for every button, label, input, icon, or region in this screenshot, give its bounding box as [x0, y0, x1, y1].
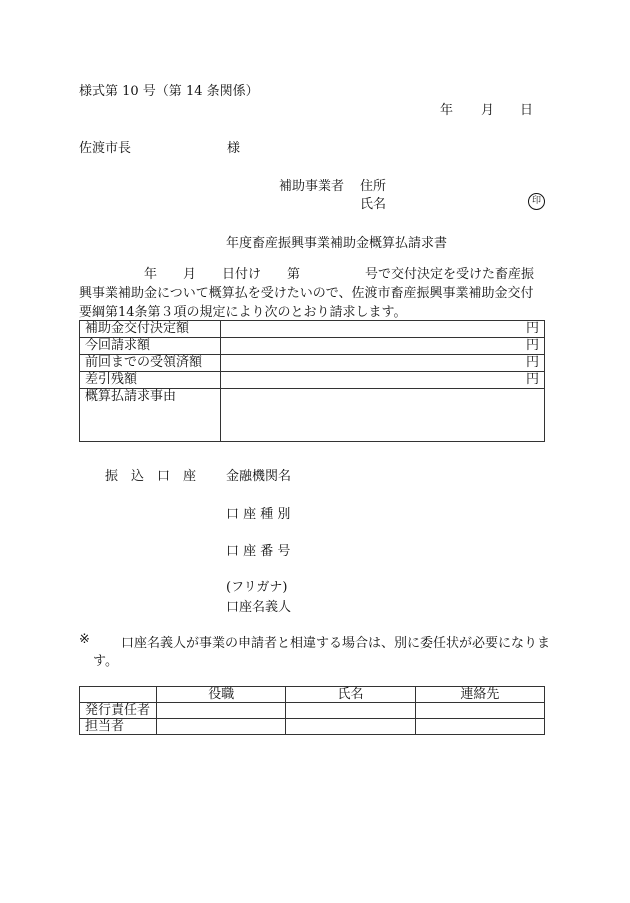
row-value-previously-received: 円 [221, 355, 545, 372]
body-paragraph [79, 265, 549, 322]
bank-section-label: 振 込 口 座 [105, 469, 197, 484]
row-label-remaining-balance: 差引残額 [80, 372, 221, 389]
header-contact: 連絡先 [415, 687, 544, 703]
cell-charge-name [286, 719, 415, 735]
date-month-label: 月 [481, 103, 495, 118]
header-blank [80, 687, 157, 703]
cell-charge-contact [415, 719, 544, 735]
cell-issuer-position [157, 703, 286, 719]
responsibility-table [79, 686, 545, 735]
table-row [80, 703, 545, 719]
row-value-reason [221, 389, 545, 442]
cell-issuer-name [286, 703, 415, 719]
applicant-role-label: 補助事業者 [279, 179, 345, 194]
account-holder-label: 口座名義人 [226, 600, 292, 615]
row-label-previously-received: 前回までの受領済額 [80, 355, 221, 372]
institution-label: 金融機関名 [226, 469, 292, 484]
applicant-address-label: 住所 [360, 179, 387, 194]
account-number-label: 口 座 番 号 [226, 544, 291, 559]
date-year-label: 年 [440, 103, 454, 118]
cell-issuer-contact [415, 703, 544, 719]
table-row [80, 338, 545, 355]
applicant-name-label: 氏名 [360, 197, 387, 212]
row-value-remaining-balance: 円 [221, 372, 545, 389]
row-label-reason: 概算払請求事由 [80, 389, 221, 442]
table-row [80, 389, 545, 442]
table-row [80, 321, 545, 338]
account-type-label: 口 座 種 別 [226, 507, 291, 522]
body-line-3: 要綱第14条第３項の規定により次のとおり請求します。 [79, 305, 407, 320]
addressee-honorific: 様 [227, 141, 241, 156]
addressee-name: 佐渡市長 [79, 141, 132, 156]
row-value-current-request: 円 [221, 338, 545, 355]
row-label-person-in-charge: 担当者 [80, 719, 157, 735]
note-mark: ※ [79, 632, 90, 647]
row-value-decision-amount: 円 [221, 321, 545, 338]
cell-charge-position [157, 719, 286, 735]
table-header-row [80, 687, 545, 703]
body-line-1: 年 月 日付け 第 号で交付決定を受けた畜産振 [79, 267, 535, 282]
form-number: 様式第 10 号（第 14 条関係） [79, 84, 259, 99]
table-row [80, 719, 545, 735]
header-position: 役職 [157, 687, 286, 703]
furigana-label: (フリガナ) [226, 580, 288, 595]
document-title: 年度畜産振興事業補助金概算払請求書 [226, 236, 448, 251]
row-label-current-request: 今回請求額 [80, 338, 221, 355]
header-name: 氏名 [286, 687, 415, 703]
row-label-issuer: 発行責任者 [80, 703, 157, 719]
request-table [79, 320, 545, 442]
row-label-decision-amount: 補助金交付決定額 [80, 321, 221, 338]
seal-icon [528, 192, 545, 210]
table-row [80, 372, 545, 389]
body-line-2: 興事業補助金について概算払を受けたいので、佐渡市畜産振興事業補助金交付 [79, 286, 534, 301]
seal-mark: 印 [528, 193, 545, 210]
note-line-1: 口座名義人が事業の申請者と相違する場合は、別に委任状が必要になりま [121, 636, 551, 651]
table-row [80, 355, 545, 372]
date-day-label: 日 [520, 103, 534, 118]
note-line-2: す。 [93, 654, 118, 669]
